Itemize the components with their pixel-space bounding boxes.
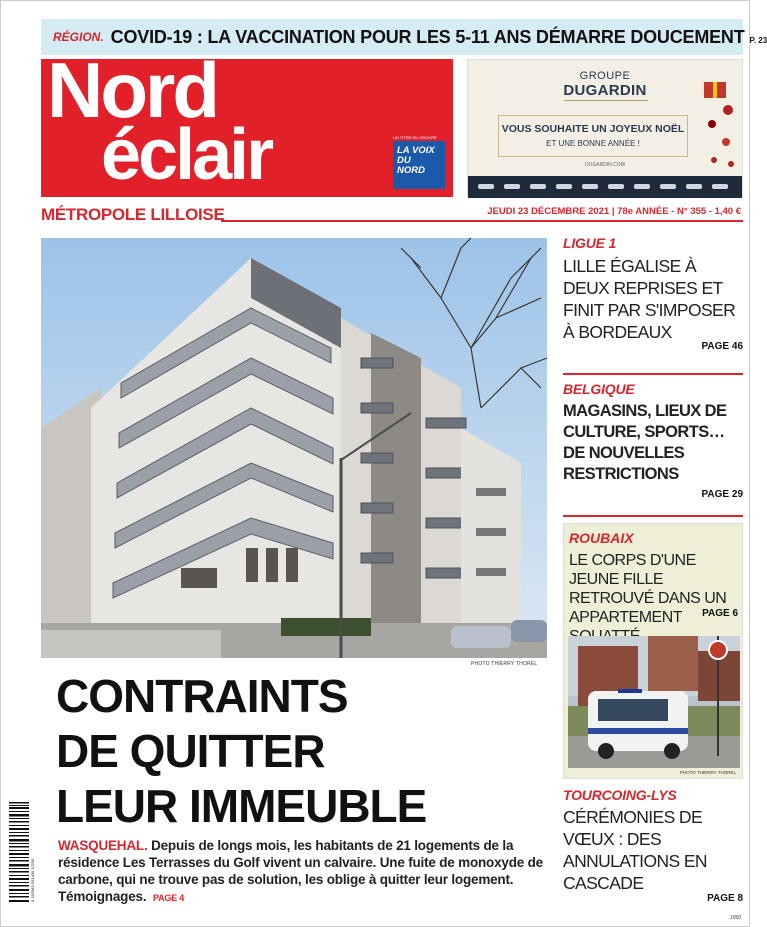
footer-code: 1050: [729, 915, 741, 921]
christmas-ornaments-icon: [698, 64, 738, 174]
belgique-text: MAGASINS, LIEUX DE CULTURE, SPORTS… DE NOUVELLES RESTRICTIONS: [563, 402, 727, 483]
sidebar-story-ligue[interactable]: [563, 235, 743, 370]
partner-logo: LA VOIX DU NORD: [393, 141, 445, 189]
main-photo[interactable]: [41, 238, 547, 658]
ad-brand-strip: [468, 176, 742, 198]
roubaix-category: ROUBAIX: [569, 530, 634, 546]
sidebar-story-tourcoing[interactable]: [563, 787, 743, 917]
barcode-icon: [7, 798, 37, 906]
ad-message-line1: VOUS SOUHAITE UN JOYEUX NOËL: [501, 123, 685, 135]
barcode-number: 3 782983 501400 12230: [30, 858, 35, 902]
ad-brand-line2: DUGARDIN: [563, 82, 647, 99]
sidebar-story-roubaix[interactable]: [563, 523, 743, 779]
sidebar-separator: [563, 373, 743, 375]
main-headline-line2: DE QUITTER: [56, 725, 325, 777]
masthead-logo: [41, 46, 453, 197]
main-lead: [58, 837, 550, 907]
edition-name: MÉTROPOLE LILLOISE: [41, 205, 225, 224]
banner-kicker: RÉGION.: [53, 30, 104, 44]
edition-date: JEUDI 23 DÉCEMBRE 2021 | 78e ANNÉE - N° 355 - 1,40 €: [481, 206, 741, 217]
main-headline-line3: LEUR IMMEUBLE: [56, 780, 427, 832]
lead-text: Depuis de longs mois, les habitants de 21 logements de la résidence Les Terrasses du Golf vivent un calvaire. Une fuite de monoxyde de carbone, qui ne trouve pas de solution, les oblige à quitter leur logement. Témoignages.: [58, 838, 543, 904]
logo-line2: éclair: [101, 115, 272, 195]
tourcoing-text: CÉRÉMONIES DE VŒUX : DES ANNULATIONS EN CASCADE: [563, 807, 707, 893]
ligue-page-ref: PAGE 46: [701, 341, 743, 352]
advertisement[interactable]: [467, 59, 743, 197]
edition-rule: [221, 220, 743, 222]
belgique-page-ref: PAGE 29: [701, 489, 743, 500]
logo-line1: Nord: [47, 46, 217, 134]
ad-divider: [564, 100, 648, 101]
belgique-category: BELGIQUE: [563, 381, 635, 397]
sidebar-separator: [563, 515, 743, 517]
ad-message-line2: ET UNE BONNE ANNÉE !: [546, 139, 640, 148]
main-headline-line1: CONTRAINTS: [56, 670, 348, 722]
main-headline[interactable]: [56, 669, 426, 834]
ligue-text: LILLE ÉGALISE À DEUX REPRISES ET FINIT PAR S'IMPOSER À BORDEAUX: [563, 256, 736, 342]
apartment-building-image: [41, 238, 547, 658]
partner-small-label: UN TITRE DU GROUPE: [393, 135, 437, 140]
banner-page-ref: P. 23: [749, 35, 767, 45]
sidebar-story-belgique[interactable]: [563, 381, 743, 509]
ad-brand-line1: GROUPE: [579, 70, 631, 82]
banner-headline: COVID-19 : LA VACCINATION POUR LES 5-11 ANS DÉMARRE DOUCEMENT: [110, 26, 745, 47]
tourcoing-category: TOURCOING-LYS: [563, 787, 677, 803]
roubaix-photo: [568, 636, 740, 768]
ad-message-box: [498, 115, 688, 157]
roubaix-page-ref: PAGE 6: [702, 608, 738, 619]
tourcoing-page-ref: PAGE 8: [707, 893, 743, 904]
ligue-category: LIGUE 1: [563, 235, 617, 251]
lead-page-ref: PAGE 4: [152, 893, 185, 903]
roubaix-photo-credit: PHOTO THIERRY THOREL: [679, 770, 736, 775]
police-car-image: [568, 636, 740, 768]
main-photo-credit: PHOTO THIERRY THOREL: [471, 661, 538, 667]
ad-url: DUGARDIN.COM: [585, 162, 625, 168]
lead-place: WASQUEHAL.: [58, 838, 148, 853]
roubaix-text: LE CORPS D'UNE JEUNE FILLE RETROUVÉ DANS UN APPARTEMENT: [569, 552, 727, 626]
